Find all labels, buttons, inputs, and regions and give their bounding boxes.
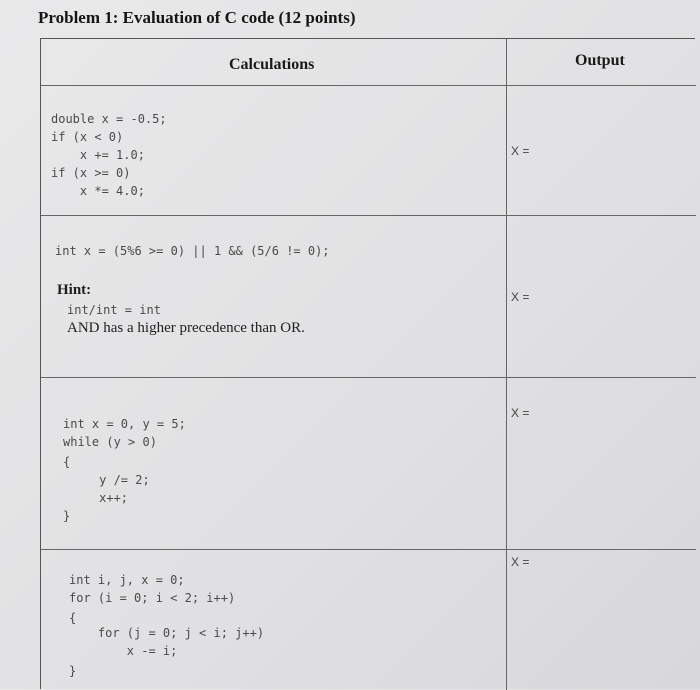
row-divider-1 xyxy=(41,215,696,216)
row-4-output: X = xyxy=(511,555,530,569)
code-line: x -= i; xyxy=(69,644,178,658)
code-line: double x = -0.5; xyxy=(51,112,167,126)
row-divider-3 xyxy=(41,549,696,550)
hint-text: AND has a higher precedence than OR. xyxy=(67,320,305,336)
column-divider xyxy=(506,39,507,690)
code-line: } xyxy=(69,664,77,678)
code-line: x *= 4.0; xyxy=(51,184,145,198)
code-line: while (y > 0) xyxy=(63,435,157,449)
code-line: if (x < 0) xyxy=(51,130,124,144)
code-line: { xyxy=(63,455,71,469)
output-header: Output xyxy=(575,52,625,69)
header-row-divider xyxy=(41,85,696,86)
code-line: for (i = 0; i < 2; i++) xyxy=(69,591,236,605)
code-line: } xyxy=(63,509,71,523)
hint-label: Hint: xyxy=(57,282,92,298)
code-line: x += 1.0; xyxy=(51,148,145,162)
code-line: int x = (5%6 >= 0) || 1 && (5/6 != 0); xyxy=(55,244,330,258)
calculations-header: Calculations xyxy=(229,56,315,73)
row-1-output: X = xyxy=(511,144,530,158)
hint-code: int/int = int xyxy=(67,303,161,317)
code-line: { xyxy=(69,611,77,625)
code-line: y /= 2; xyxy=(63,473,150,487)
code-line: for (j = 0; j < i; j++) xyxy=(69,626,265,640)
row-2-output: X = xyxy=(511,290,530,304)
code-line: int x = 0, y = 5; xyxy=(63,417,186,431)
row-divider-2 xyxy=(41,377,696,378)
problem-title: Problem 1: Evaluation of C code (12 points) xyxy=(38,8,356,27)
code-line: if (x >= 0) xyxy=(51,166,131,180)
row-3-output: X = xyxy=(511,406,530,420)
evaluation-table xyxy=(40,38,695,689)
code-line: int i, j, x = 0; xyxy=(69,573,185,587)
code-line: x++; xyxy=(63,491,129,505)
